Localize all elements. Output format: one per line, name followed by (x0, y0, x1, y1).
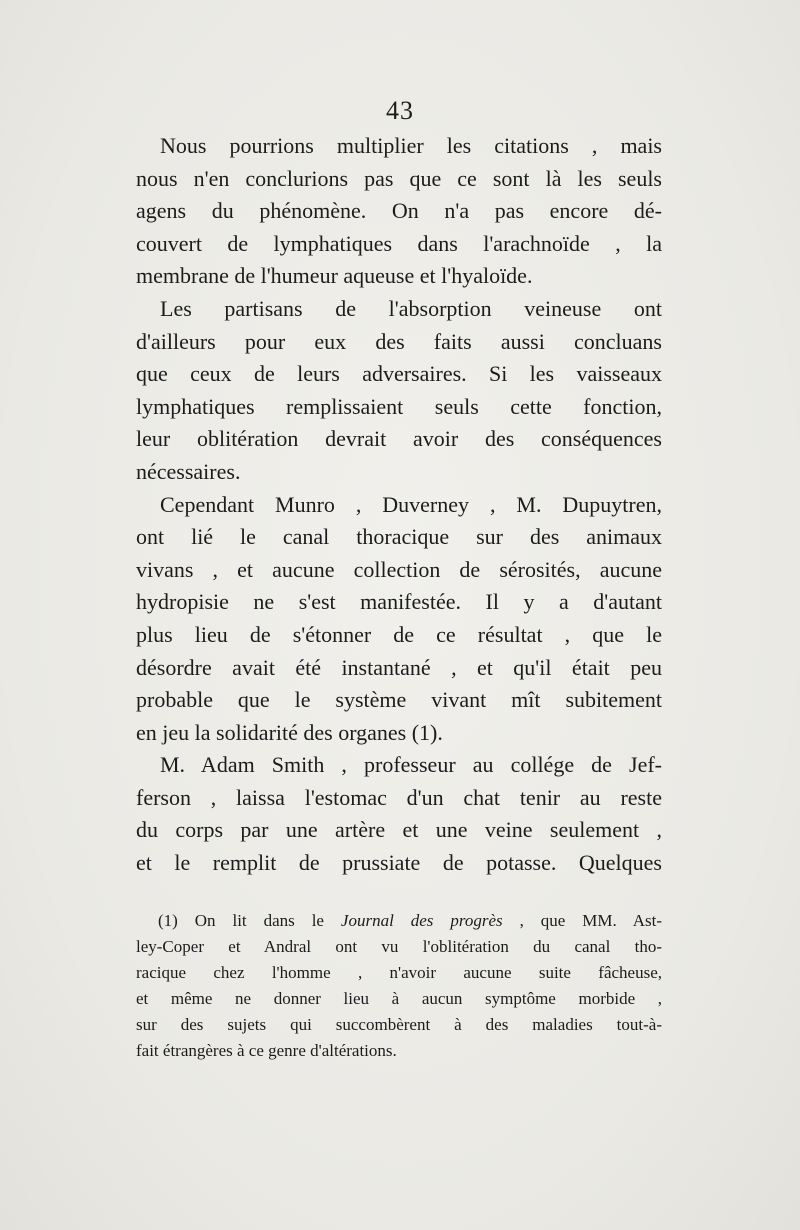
text-line: ont lié le canal thoracique sur des animaux (136, 524, 662, 550)
footnote-line: racique chez l'homme , n'avoir aucune suite fâcheuse, (136, 963, 662, 982)
text-line: désordre avait été instantané , et qu'il était peu (136, 654, 662, 680)
text-line: et le remplit de prussiate de potasse. Quelques (136, 850, 662, 876)
footnote-line: ley-Coper et Andral ont vu l'oblitération du canal tho- (136, 937, 662, 956)
text-line: en jeu la solidarité des organes (1). (136, 719, 443, 745)
footnote-line: fait étrangères à ce genre d'altérations. (136, 1041, 397, 1060)
text-line: plus lieu de s'étonner de ce résultat , que le (136, 621, 662, 647)
footnote-text: , que MM. Ast- (502, 911, 663, 930)
text-line: couvert de lymphatiques dans l'arachnoïde , la (136, 230, 662, 256)
text-line: ferson , laissa l'estomac d'un chat tenir au reste (136, 784, 662, 810)
footnote-text: (1) On lit dans le (158, 911, 341, 930)
text-line: probable que le système vivant mît subitement (136, 687, 662, 713)
text-line: Cependant Munro , Duverney , M. Dupuytren, (160, 491, 662, 517)
text-line: vivans , et aucune collection de sérosités, aucune (136, 556, 662, 582)
footnote-line (136, 908, 662, 934)
footnote (136, 908, 662, 1064)
body-text (136, 130, 662, 880)
text-line: Nous pourrions multiplier les citations , mais (160, 133, 662, 158)
text-line: que ceux de leurs adversaires. Si les vaisseaux (136, 361, 662, 387)
text-line: du corps par une artère et une veine seulement , (136, 817, 662, 843)
text-line: nécessaires. (136, 458, 241, 484)
text-line: M. Adam Smith , professeur au collége de Jef- (160, 752, 662, 778)
footnote-line: sur des sujets qui succombèrent à des maladies tout-à- (136, 1015, 662, 1034)
footnote-line: et même ne donner lieu à aucun symptôme morbide , (136, 989, 662, 1008)
page-number: 43 (386, 96, 414, 125)
text-line: agens du phénomène. On n'a pas encore dé- (136, 198, 662, 224)
journal-title: Journal des progrès (340, 911, 503, 930)
text-line: d'ailleurs pour eux des faits aussi concluans (136, 328, 662, 354)
text-line: lymphatiques remplissaient seuls cette fonction, (136, 393, 662, 419)
text-line: nous n'en conclurions pas que ce sont là les seuls (136, 165, 662, 191)
text-line: leur oblitération devrait avoir des conséquences (136, 426, 662, 452)
text-line: membrane de l'humeur aqueuse et l'hyaloïde. (136, 263, 533, 289)
text-line: hydropisie ne s'est manifestée. Il y a d'autant (136, 589, 662, 615)
text-line: Les partisans de l'absorption veineuse ont (160, 295, 662, 321)
